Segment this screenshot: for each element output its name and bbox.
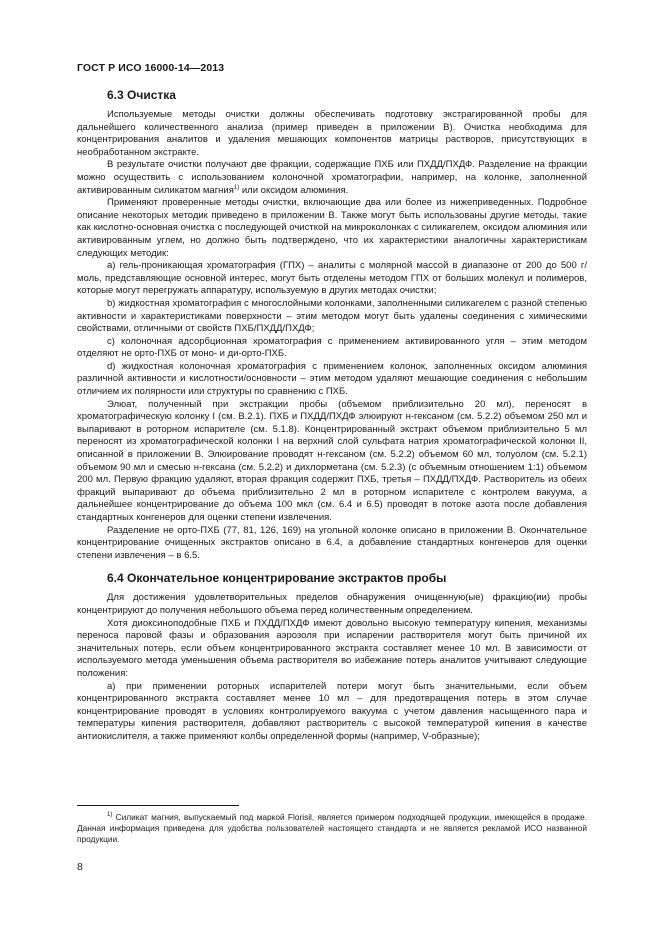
paragraph: Хотя диоксиноподобные ПХБ и ПХДД/ПХДФ имеют довольно высокую температуру кипения, механизмы переноса паровой фазы и образования аэрозоля при испарении растворителя могут быть причиной их значительных потерь, если объем концентрированного экстракта составляет менее 10 мл. В зависимости от используемого метода уменьшения объема растворителя во избежание потерь аналитов учитывают следующие положения: [77,617,587,679]
list-item: d) жидкостная колоночная хроматография с применением колонок, заполненных оксидом алюминия различной активности и кислотности/основности – этим методом удаляют мешающие соединения с небольшим отличием их полярности или структуры по сравнению с ПХБ. [77,360,587,398]
footnote-divider [77,805,239,806]
section-6-4-title: 6.4 Окончательное концентрирование экстрактов пробы [107,571,447,586]
footnote-marker: 1) [107,812,113,818]
page-content [77,88,587,744]
paragraph: Разделение не орто-ПХБ (77, 81, 126, 169) на угольной колонке описано в приложении В. Окончательное концентрирование очищенных экстрактов описано в 6.4, а добавление стандартных конгенеров для оценки степени извлечения – в 6.5. [77,524,587,561]
standard-header: ГОСТ Р ИСО 16000-14—2013 [77,62,225,74]
paragraph: Применяют проверенные методы очистки, включающие два или более из нижеприведенных. Подробное описание некоторых методик приведено в приложении В. Также могут быть использованы другие методы, такие как кислотно-основная очистка с последующей очисткой на микроколонках с силикагелем, оксидом алюминия или активированным углем, но должно быть подтверждено, что их характеристики аналогичны характеристикам следующих методик: [77,197,587,259]
footnote-reference: 1) [233,184,240,191]
paragraph-with-footnote [77,159,587,197]
paragraph-text-tail: или оксидом алюминия. [239,184,349,196]
paragraph: Для достижения удовлетворительных пределов обнаружения очищенную(ые) фракцию(ии) пробы концентрируют до получения небольшого объема перед количественным определением. [77,592,587,616]
footnote-text: Силикат магния, выпускаемый под маркой Florisil, является примером подходящей продукции, имеющейся в продаже. Данная информация приведена для удобства пользователей настоящего стандарта и не является рекламой ИСО названной продукции. [77,812,587,844]
list-item: b) жидкостная хроматография с многослойными колонками, заполненными силикагелем с разной степенью активности и характеристиками поверхности – этим методом могут быть удалены соединения с химическими свойствами, отличными от свойств ПХБ/ПХДД/ПХДФ; [77,297,587,335]
list-item: с) колоночная адсорбционная хроматография с применением активированного угля – этим методом отделяют не орто-ПХБ от моно- и ди-орто-ПХБ. [77,335,587,360]
footnote [77,812,587,845]
paragraph: Элюат, полученный при экстракции пробы (объемом приблизительно 20 мл), переносят в хроматографическую колонку I (см. В.2.1). ПХБ и ПХДД/ПХДФ элюируют н-гексаном (см. 5.2.2) объемом 250 мл и выпаривают в роторном испарителе (см. 5.1.8). Концентрированный экстракт объемом приблизительно 5 мл переносят из хроматографической колонки I на верхний слой сульфата натрия хроматографической колонки II, описанной в приложении В. Элюирование проводят н-гексаном (см. 5.2.2) объемом 60 мл, толуолом (см. 5.2.1) объемом 90 мл и смесью н-гексана (см. 5.2.2) и дихлорметана (см. 5.2.3) (с объемным отношением 1:1) объемом 200 мл. Первую фракцию удаляют, вторая фракция содержит ПХБ, третья – ПХДД/ПХДФ. Растворитель из обеих фракций выпаривают до объема приблизительно 2 мл в роторном испарителе с контролем вакуума, а дальнейшее концентрирование до объема 100 мкл (см. 6.4 и 6.5) проводят в потоке азота после добавления стандартных конгенеров для оценки степени извлечения. [77,398,587,523]
paragraph: Используемые методы очистки должны обеспечивать подготовку экстрагированной пробы для дальнейшего количественного анализа (пример приведен в приложении В). Очистка необходима для концентрирования аналитов и удаления мешающих компонентов матрицы растворов, присутствующих в необработанном экстракте. [77,109,587,158]
section-6-3-title: 6.3 Очистка [107,88,176,102]
paragraph-text: В результате очистки получают две фракции, содержащие ПХБ или ПХДД/ПХДФ. Разделение на фракции можно осуществить с использованием колоночной хроматографии, например, на колонке, заполненной активированным силикатом магния [77,159,587,196]
list-item: а) гель-проникающая хроматография (ГПХ) – аналиты с молярной массой в диапазоне от 200 до 500 г/моль, представляющие основной интерес, могут быть отделены методом ГПХ от больших молекул и полимеров, которые могут перегружать аппаратуру, используемую в других методах очистки; [77,260,587,297]
page-number: 8 [77,861,83,873]
list-item: а) при применении роторных испарителей потери могут быть значительными, если объем концентрированного экстракта составляет менее 10 мл – для предотвращения потерь в этом случае концентрирование проводят в условиях контролируемого вакуума с учетом давления насыщенного пара и температуры кипения растворителя, добавляют растворитель с высокой температурой кипения в качестве антиокислителя, а также применяют колбы определенной формы (например, V-образные); [77,680,587,742]
